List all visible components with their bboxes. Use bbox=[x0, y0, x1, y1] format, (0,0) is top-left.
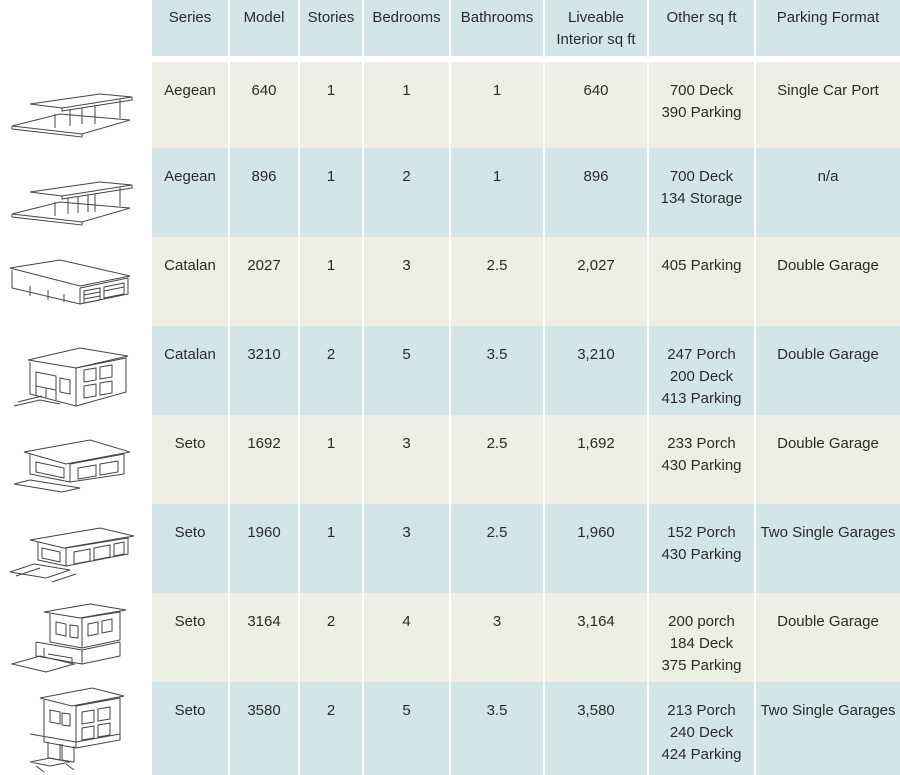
header-other-sq-ft: Other sq ft bbox=[648, 0, 755, 59]
seto-3580-house-icon bbox=[0, 682, 152, 774]
cell-stories: 1 bbox=[299, 237, 363, 326]
cell-bedrooms: 3 bbox=[363, 415, 450, 504]
cell-bathrooms: 3.5 bbox=[450, 682, 544, 775]
table-row bbox=[152, 593, 900, 682]
cell-liveable: 640 bbox=[544, 59, 648, 148]
cell-model: 3210 bbox=[229, 326, 299, 415]
cell-model: 1960 bbox=[229, 504, 299, 593]
cell-other-sq-ft: 700 Deck 390 Parking bbox=[648, 59, 755, 148]
cell-other-sq-ft: 200 porch 184 Deck 375 Parking bbox=[648, 593, 755, 682]
cell-parking: Double Garage bbox=[755, 326, 900, 415]
cell-stories: 2 bbox=[299, 326, 363, 415]
cell-series: Catalan bbox=[152, 237, 229, 326]
cell-bedrooms: 2 bbox=[363, 148, 450, 237]
cell-bathrooms: 2.5 bbox=[450, 415, 544, 504]
table-row bbox=[152, 326, 900, 415]
cell-parking: Two Single Garages bbox=[755, 504, 900, 593]
catalan-3210-house-icon bbox=[0, 330, 152, 418]
header-model: Model bbox=[229, 0, 299, 59]
cell-liveable: 3,210 bbox=[544, 326, 648, 415]
catalan-2027-house-icon bbox=[0, 242, 152, 330]
cell-bathrooms: 2.5 bbox=[450, 504, 544, 593]
cell-series: Aegean bbox=[152, 59, 229, 148]
cell-bathrooms: 3.5 bbox=[450, 326, 544, 415]
cell-stories: 2 bbox=[299, 593, 363, 682]
cell-stories: 1 bbox=[299, 415, 363, 504]
cell-parking: Double Garage bbox=[755, 593, 900, 682]
cell-model: 640 bbox=[229, 59, 299, 148]
aegean-896-house-icon bbox=[0, 154, 152, 242]
cell-liveable: 3,580 bbox=[544, 682, 648, 775]
cell-series: Seto bbox=[152, 593, 229, 682]
cell-model: 896 bbox=[229, 148, 299, 237]
cell-parking: Single Car Port bbox=[755, 59, 900, 148]
header-parking-format: Parking Format bbox=[755, 0, 900, 59]
header-stories: Stories bbox=[299, 0, 363, 59]
cell-parking: Double Garage bbox=[755, 415, 900, 504]
cell-bedrooms: 3 bbox=[363, 504, 450, 593]
header-series: Series bbox=[152, 0, 229, 59]
cell-stories: 1 bbox=[299, 504, 363, 593]
cell-liveable: 1,692 bbox=[544, 415, 648, 504]
cell-model: 3580 bbox=[229, 682, 299, 775]
table-row bbox=[152, 504, 900, 593]
table-header-row bbox=[152, 0, 900, 59]
cell-other-sq-ft: 700 Deck 134 Storage bbox=[648, 148, 755, 237]
seto-1692-house-icon bbox=[0, 418, 152, 506]
house-thumbnail-column bbox=[0, 0, 152, 775]
seto-1960-house-icon bbox=[0, 506, 152, 594]
cell-parking: Double Garage bbox=[755, 237, 900, 326]
cell-other-sq-ft: 405 Parking bbox=[648, 237, 755, 326]
header-bedrooms: Bedrooms bbox=[363, 0, 450, 59]
cell-series: Catalan bbox=[152, 326, 229, 415]
cell-parking: n/a bbox=[755, 148, 900, 237]
cell-series: Aegean bbox=[152, 148, 229, 237]
seto-3164-house-icon bbox=[0, 594, 152, 682]
cell-other-sq-ft: 152 Porch 430 Parking bbox=[648, 504, 755, 593]
cell-model: 2027 bbox=[229, 237, 299, 326]
cell-liveable: 896 bbox=[544, 148, 648, 237]
cell-series: Seto bbox=[152, 415, 229, 504]
cell-other-sq-ft: 247 Porch 200 Deck 413 Parking bbox=[648, 326, 755, 415]
table-row bbox=[152, 415, 900, 504]
table-row bbox=[152, 237, 900, 326]
cell-bedrooms: 3 bbox=[363, 237, 450, 326]
cell-other-sq-ft: 213 Porch 240 Deck 424 Parking bbox=[648, 682, 755, 775]
cell-bathrooms: 1 bbox=[450, 59, 544, 148]
house-specifications-table bbox=[152, 0, 900, 775]
cell-bathrooms: 2.5 bbox=[450, 237, 544, 326]
aegean-640-house-icon bbox=[0, 66, 152, 154]
table-row bbox=[152, 682, 900, 775]
header-bathrooms: Bathrooms bbox=[450, 0, 544, 59]
cell-model: 3164 bbox=[229, 593, 299, 682]
cell-bathrooms: 3 bbox=[450, 593, 544, 682]
cell-stories: 1 bbox=[299, 59, 363, 148]
cell-other-sq-ft: 233 Porch 430 Parking bbox=[648, 415, 755, 504]
cell-bedrooms: 5 bbox=[363, 682, 450, 775]
header-liveable-interior: Liveable Interior sq ft bbox=[544, 0, 648, 59]
cell-bedrooms: 5 bbox=[363, 326, 450, 415]
cell-stories: 2 bbox=[299, 682, 363, 775]
cell-series: Seto bbox=[152, 504, 229, 593]
cell-series: Seto bbox=[152, 682, 229, 775]
table-row bbox=[152, 59, 900, 148]
cell-bedrooms: 1 bbox=[363, 59, 450, 148]
cell-bedrooms: 4 bbox=[363, 593, 450, 682]
cell-model: 1692 bbox=[229, 415, 299, 504]
cell-bathrooms: 1 bbox=[450, 148, 544, 237]
cell-liveable: 1,960 bbox=[544, 504, 648, 593]
cell-liveable: 3,164 bbox=[544, 593, 648, 682]
cell-stories: 1 bbox=[299, 148, 363, 237]
table-row bbox=[152, 148, 900, 237]
cell-parking: Two Single Garages bbox=[755, 682, 900, 775]
cell-liveable: 2,027 bbox=[544, 237, 648, 326]
